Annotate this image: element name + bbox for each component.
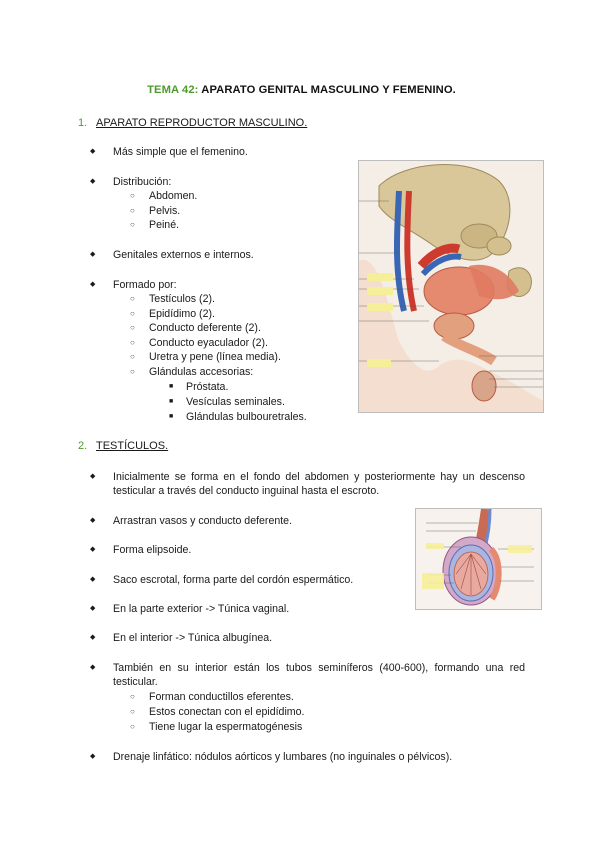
bullet-item: ◆ Genitales externos e internos.	[90, 249, 254, 261]
bullet-item: ◆ Distribución:	[90, 176, 172, 188]
sub-bullet-icon: ○	[130, 338, 135, 347]
section-title: APARATO REPRODUCTOR MASCULINO.	[96, 117, 308, 129]
sub-bullet-icon: ○	[130, 206, 135, 215]
bullet-icon: ◆	[90, 517, 96, 524]
sub-bullet-icon: ○	[130, 722, 135, 731]
bullet-item: ◆ Más simple que el femenino.	[90, 146, 248, 158]
bullet-icon: ◆	[90, 605, 96, 612]
sub-bullet-icon: ○	[130, 309, 135, 318]
bullet-item: ◆ Inicialmente se forma en el fondo del abdomen y posteriormente hay un descenso testicular a través del conducto inguinal hasta el escroto.	[90, 471, 525, 497]
bullet-item: ◆ Formado por:	[90, 279, 177, 291]
bullet-item: ◆ Saco escrotal, forma parte del cordón espermático.	[90, 574, 354, 586]
square-bullet-icon: ■	[169, 398, 174, 405]
sub-bullet-icon: ○	[130, 294, 135, 303]
sub-bullet-item: ○ Tiene lugar la espermatogénesis	[130, 721, 303, 733]
sub-sub-bullet-item: ■ Glándulas bulbouretrales.	[169, 411, 307, 423]
section-title: TESTÍCULOS.	[96, 440, 169, 452]
bullet-icon: ◆	[90, 148, 96, 155]
sub-bullet-icon: ○	[130, 191, 135, 200]
bullet-icon: ◆	[90, 546, 96, 553]
sub-bullet-icon: ○	[130, 323, 135, 332]
sub-bullet-item: ○ Estos conectan con el epidídimo.	[130, 706, 305, 718]
square-bullet-icon: ■	[169, 383, 174, 390]
sub-bullet-item: ○ Pelvis.	[130, 205, 181, 217]
bullet-item: ◆ En el interior -> Túnica albugínea.	[90, 632, 273, 644]
bullet-icon: ◆	[90, 753, 96, 760]
bullet-icon: ◆	[90, 473, 96, 480]
bullet-icon: ◆	[90, 664, 96, 671]
sub-sub-bullet-item: ■ Próstata.	[169, 381, 229, 393]
sub-bullet-icon: ○	[130, 367, 135, 376]
bullet-item: ◆ Drenaje linfático: nódulos aórticos y lumbares (no inguinales o pélvicos).	[90, 751, 453, 763]
sub-bullet-item: ○ Forman conductillos eferentes.	[130, 691, 294, 703]
section-1-heading	[78, 117, 307, 129]
sub-bullet-item: ○ Conducto deferente (2).	[130, 322, 261, 334]
sub-bullet-icon: ○	[130, 352, 135, 361]
bullet-icon: ◆	[90, 576, 96, 583]
section-2-heading	[78, 440, 168, 452]
title-tema: TEMA 42:	[147, 84, 199, 96]
sub-bullet-icon: ○	[130, 220, 135, 229]
bullet-icon: ◆	[90, 178, 96, 185]
pelvis-anatomy-figure	[358, 160, 544, 413]
sub-bullet-item: ○ Abdomen.	[130, 190, 198, 202]
bullet-item: ◆ En la parte exterior -> Túnica vaginal.	[90, 603, 290, 615]
sub-bullet-item: ○ Testículos (2).	[130, 293, 215, 305]
section-number: 1.	[78, 117, 88, 129]
bullet-icon: ◆	[90, 634, 96, 641]
testis-anatomy-figure	[415, 508, 542, 610]
section-number: 2.	[78, 440, 88, 452]
bullet-item: ◆ Forma elipsoide.	[90, 544, 192, 556]
square-bullet-icon: ■	[169, 413, 174, 420]
bullet-item: ◆ También en su interior están los tubos seminíferos (400-600), formando una red testicular.	[90, 662, 525, 688]
sub-bullet-item: ○ Uretra y pene (línea media).	[130, 351, 281, 363]
sub-bullet-icon: ○	[130, 707, 135, 716]
sub-bullet-icon: ○	[130, 692, 135, 701]
page-title	[0, 84, 603, 96]
testis-anatomy-illustration	[416, 509, 541, 609]
sub-sub-bullet-item: ■ Vesículas seminales.	[169, 396, 285, 408]
sub-bullet-item: ○ Conducto eyaculador (2).	[130, 337, 268, 349]
bullet-icon: ◆	[90, 251, 96, 258]
bullet-item: ◆ Arrastran vasos y conducto deferente.	[90, 515, 293, 527]
sub-bullet-item: ○ Peiné.	[130, 219, 180, 231]
title-main: APARATO GENITAL MASCULINO Y FEMENINO.	[201, 84, 456, 96]
bullet-icon: ◆	[90, 281, 96, 288]
pelvis-anatomy-illustration	[359, 161, 543, 412]
sub-bullet-item: ○ Epidídimo (2).	[130, 308, 215, 320]
sub-bullet-item: ○ Glándulas accesorias:	[130, 366, 254, 378]
